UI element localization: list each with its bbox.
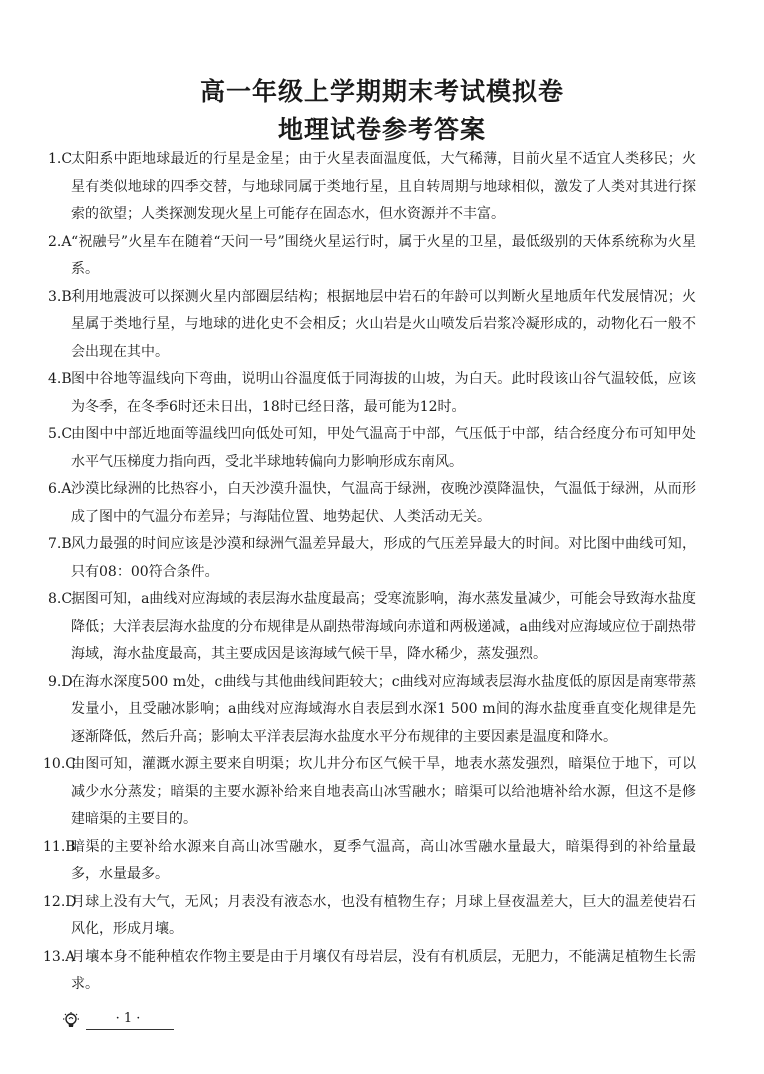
answer-item xyxy=(43,751,696,834)
answer-text: 月球上没有大气，无风；月表没有液态水，也没有植物生存；月球上昼夜温差大，巨大的温差使岩石风化，形成月壤。 xyxy=(71,893,696,937)
answer-item xyxy=(48,586,696,669)
answer-item xyxy=(48,669,696,752)
answer-number: 13.A xyxy=(43,948,76,965)
page-subtitle: 地理试卷参考答案 xyxy=(277,115,486,144)
answer-number: 8.C xyxy=(48,591,73,607)
answer-item xyxy=(43,889,696,944)
answer-item xyxy=(48,366,696,421)
answer-item xyxy=(48,421,696,476)
answer-text: 据图可知，a曲线对应海域的表层海水盐度最高；受寒流影响，海水蒸发量减少，可能会导致海水盐度降低；大洋表层海水盐度的分布规律是从副热带海域向赤道和两极递减，a曲线对应海域应位于副热带海域，海水盐度最高，其主要成因是该海域气候干旱，降水稀少，蒸发强烈。 xyxy=(71,591,696,662)
answer-item xyxy=(43,944,696,999)
answer-number: 9.D xyxy=(48,673,73,690)
page-title: 高一年级上学期期末考试模拟卷 xyxy=(199,77,564,106)
answer-number: 1.C xyxy=(48,151,73,167)
answer-text: 利用地震波可以探测火星内部圈层结构；根据地层中岩石的年龄可以判断火星地质年代发展情况；火星属于类地行星，与地球的进化史不会相反；火山岩是火山喷发后岩浆冷凝形成的，动物化石一般不会出现在其中。 xyxy=(71,288,696,360)
page-footer xyxy=(62,1009,174,1031)
answer-number: 3.B xyxy=(48,288,72,305)
answer-text: 太阳系中距地球最近的行星是金星；由于火星表面温度低，大气稀薄，目前火星不适宜人类移民；火星有类似地球的四季交替，与地球同属于类地行星，且自转周期与地球相似，激发了人类对其进行探索的欲望；人类探测发现火星上可能存在固态水，但水资源并不丰富。 xyxy=(71,151,696,222)
answer-text: 由图中中部近地面等温线凹向低处可知，甲处气温高于中部，气压低于中部，结合经度分布可知甲处水平气压梯度力指向西，受北半球地转偏向力影响形成东南风。 xyxy=(71,426,696,470)
answer-number: 2.A xyxy=(48,233,72,250)
footer-rule xyxy=(86,1029,174,1030)
answer-number: 7.B xyxy=(48,536,72,552)
answer-item xyxy=(48,284,696,367)
answer-text: 月壤本身不能种植农作物主要是由于月壤仅有母岩层，没有有机质层，无肥力，不能满足植物生长需求。 xyxy=(71,948,696,992)
answer-number: 12.D xyxy=(43,893,77,910)
answer-item xyxy=(48,476,696,531)
answer-text: 在海水深度500 m处，c曲线与其他曲线间距较大；c曲线对应海域表层海水盐度低的原因是南寒带蒸发量小，且受融冰影响；a曲线对应海域海水自表层到水深1 500 m间的海水盐度垂直变化规律是先逐渐降低，然后升高；影响太平洋表层海水盐度水平分布规律的主要因素是温度和降水。 xyxy=(71,673,696,745)
answer-item xyxy=(43,834,696,889)
answer-text: 风力最强的时间应该是沙漠和绿洲气温差异最大，形成的气压差异最大的时间。对比图中曲线可知，只有08：00符合条件。 xyxy=(71,536,696,580)
answer-text: 图中谷地等温线向下弯曲，说明山谷温度低于同海拔的山坡，为白天。此时段该山谷气温较低，应该为冬季，在冬季6时还未日出，18时已经日落，最可能为12时。 xyxy=(71,371,696,415)
bulb-logo-icon xyxy=(62,1011,80,1029)
answer-item xyxy=(48,146,696,229)
answer-item xyxy=(48,531,696,586)
answer-text: 由图可知，灌溉水源主要来自明渠；坎儿井分布区气候干旱，地表水蒸发强烈，暗渠位于地下，可以减少水分蒸发；暗渠的主要水源补给来自地表高山冰雪融水；暗渠可以给池塘补给水源，但这不是修建暗渠的主要目的。 xyxy=(71,756,696,827)
answer-list xyxy=(43,146,696,999)
answer-text: 暗渠的主要补给水源来自高山冰雪融水，夏季气温高，高山冰雪融水量最大，暗渠得到的补给量最多，水量最多。 xyxy=(71,838,696,882)
page-number: · 1 · xyxy=(115,1011,141,1026)
answer-text: 沙漠比绿洲的比热容小，白天沙漠升温快，气温高于绿洲，夜晚沙漠降温快，气温低于绿洲，从而形成了图中的气温分布差异；与海陆位置、地势起伏、人类活动无关。 xyxy=(71,481,696,525)
answer-number: 10.C xyxy=(43,756,76,772)
answer-number: 4.B xyxy=(48,371,72,387)
answer-number: 5.C xyxy=(48,426,73,442)
answer-item xyxy=(48,229,696,284)
answer-number: 6.A xyxy=(48,481,72,497)
answer-text: “祝融号”火星车在随着“天问一号”围绕火星运行时，属于火星的卫星，最低级别的天体系统称为火星系。 xyxy=(71,233,696,277)
answer-number: 11.B xyxy=(43,838,76,855)
